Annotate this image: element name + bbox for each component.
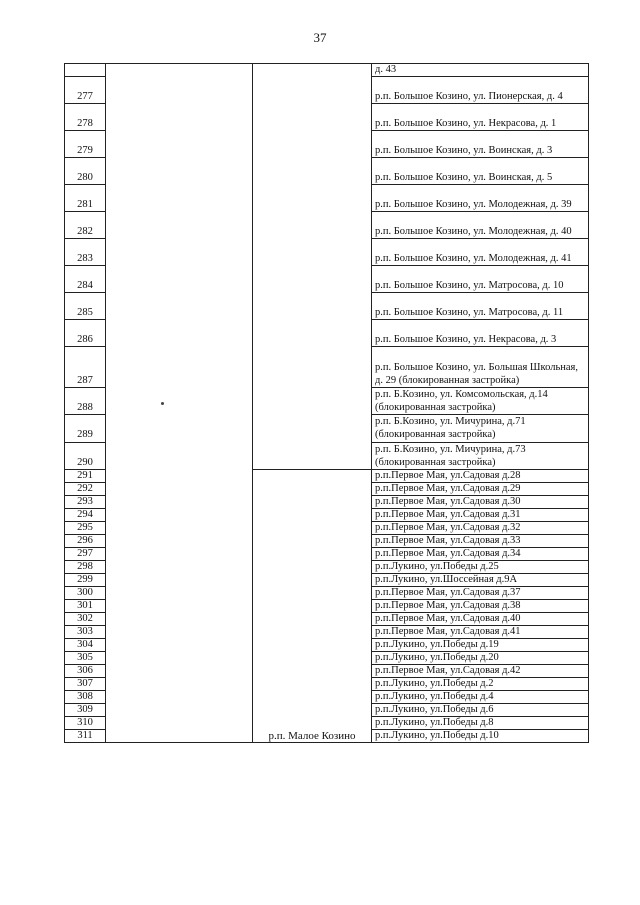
address-cell: р.п.Первое Мая, ул.Садовая д.42 bbox=[372, 664, 589, 677]
address-cell: р.п.Лукино, ул.Победы д.2 bbox=[372, 677, 589, 690]
address-cell: р.п.Лукино, ул.Победы д.8 bbox=[372, 716, 589, 729]
row-number: 281 bbox=[65, 185, 106, 212]
row-number: 305 bbox=[65, 651, 106, 664]
address-cell: р.п. Большое Козино, ул. Воинская, д. 3 bbox=[372, 131, 589, 158]
address-cell: р.п. Большое Козино, ул. Воинская, д. 5 bbox=[372, 158, 589, 185]
address-cell: р.п.Лукино, ул.Победы д.4 bbox=[372, 690, 589, 703]
address-cell: р.п. Большое Козино, ул. Большая Школьная, д. 29 (блокированная застройка) bbox=[372, 347, 589, 388]
address-cell: р.п.Первое Мая, ул.Садовая д.32 bbox=[372, 521, 589, 534]
address-cell: р.п.Первое Мая, ул.Садовая д.31 bbox=[372, 508, 589, 521]
row-number: 294 bbox=[65, 508, 106, 521]
row-number: 310 bbox=[65, 716, 106, 729]
row-number: 285 bbox=[65, 293, 106, 320]
address-cell: р.п.Первое Мая, ул.Садовая д.41 bbox=[372, 625, 589, 638]
address-cell: р.п. Б.Козино, ул. Мичурина, д.73 (блокированная застройка) bbox=[372, 442, 589, 469]
address-cell: р.п.Первое Мая, ул.Садовая д.30 bbox=[372, 495, 589, 508]
row-number: 283 bbox=[65, 239, 106, 266]
scan-mark bbox=[161, 402, 164, 405]
row-number: 279 bbox=[65, 131, 106, 158]
address-cell: р.п.Лукино, ул.Победы д.25 bbox=[372, 560, 589, 573]
row-number: 293 bbox=[65, 495, 106, 508]
row-number: 289 bbox=[65, 415, 106, 442]
address-table bbox=[64, 63, 589, 743]
address-cell: р.п. Большое Козино, ул. Матросова, д. 10 bbox=[372, 266, 589, 293]
row-number: 288 bbox=[65, 388, 106, 415]
row-number: 290 bbox=[65, 442, 106, 469]
district-cell-upper bbox=[253, 64, 372, 470]
address-cell: р.п. Б.Козино, ул. Мичурина, д.71 (блокированная застройка) bbox=[372, 415, 589, 442]
address-cell: р.п. Большое Козино, ул. Молодежная, д. 40 bbox=[372, 212, 589, 239]
address-cell: р.п. Большое Козино, ул. Некрасова, д. 3 bbox=[372, 320, 589, 347]
row-number: 298 bbox=[65, 560, 106, 573]
address-cell: р.п.Лукино, ул.Шоссейная д.9А bbox=[372, 573, 589, 586]
address-cell: р.п. Большое Козино, ул. Некрасова, д. 1 bbox=[372, 104, 589, 131]
row-number: 301 bbox=[65, 599, 106, 612]
table-row bbox=[65, 64, 589, 77]
row-number: 287 bbox=[65, 347, 106, 388]
address-cell: р.п.Лукино, ул.Победы д.19 bbox=[372, 638, 589, 651]
row-number: 303 bbox=[65, 625, 106, 638]
address-cell: р.п. Большое Козино, ул. Матросова, д. 11 bbox=[372, 293, 589, 320]
address-table-body bbox=[65, 64, 589, 743]
row-number: 286 bbox=[65, 320, 106, 347]
locality-cell bbox=[106, 64, 253, 743]
district-name: р.п. Малое Козино bbox=[253, 469, 372, 742]
address-cell: р.п.Первое Мая, ул.Садовая д.38 bbox=[372, 599, 589, 612]
row-number: 295 bbox=[65, 521, 106, 534]
address-cell: р.п.Первое Мая, ул.Садовая д.34 bbox=[372, 547, 589, 560]
page-number: 37 bbox=[313, 30, 327, 45]
address-cell: р.п.Лукино, ул.Победы д.6 bbox=[372, 703, 589, 716]
row-number: 299 bbox=[65, 573, 106, 586]
row-number: 284 bbox=[65, 266, 106, 293]
address-cell: р.п.Первое Мая, ул.Садовая д.33 bbox=[372, 534, 589, 547]
row-number: 311 bbox=[65, 729, 106, 742]
address-cell: р.п. Большое Козино, ул. Молодежная, д. 39 bbox=[372, 185, 589, 212]
address-cell: р.п. Б.Козино, ул. Комсомольская, д.14 (блокированная застройка) bbox=[372, 388, 589, 415]
row-number: 307 bbox=[65, 677, 106, 690]
address-cell: р.п.Первое Мая, ул.Садовая д.37 bbox=[372, 586, 589, 599]
address-cell: р.п. Большое Козино, ул. Молодежная, д. 41 bbox=[372, 239, 589, 266]
address-cell: р.п.Первое Мая, ул.Садовая д.29 bbox=[372, 482, 589, 495]
row-number: 297 bbox=[65, 547, 106, 560]
row-number bbox=[65, 64, 106, 77]
row-number: 306 bbox=[65, 664, 106, 677]
row-number: 296 bbox=[65, 534, 106, 547]
address-cell: р.п. Большое Козино, ул. Пионерская, д. 4 bbox=[372, 77, 589, 104]
row-number: 282 bbox=[65, 212, 106, 239]
row-number: 277 bbox=[65, 77, 106, 104]
row-number: 309 bbox=[65, 703, 106, 716]
row-number: 308 bbox=[65, 690, 106, 703]
row-number: 302 bbox=[65, 612, 106, 625]
address-cell: р.п.Лукино, ул.Победы д.20 bbox=[372, 651, 589, 664]
row-number: 291 bbox=[65, 469, 106, 482]
address-cell: д. 43 bbox=[372, 64, 589, 77]
address-cell: р.п.Первое Мая, ул.Садовая д.40 bbox=[372, 612, 589, 625]
row-number: 300 bbox=[65, 586, 106, 599]
row-number: 280 bbox=[65, 158, 106, 185]
row-number: 278 bbox=[65, 104, 106, 131]
address-cell: р.п.Первое Мая, ул.Садовая д.28 bbox=[372, 469, 589, 482]
row-number: 304 bbox=[65, 638, 106, 651]
address-cell: р.п.Лукино, ул.Победы д.10 bbox=[372, 729, 589, 742]
row-number: 292 bbox=[65, 482, 106, 495]
